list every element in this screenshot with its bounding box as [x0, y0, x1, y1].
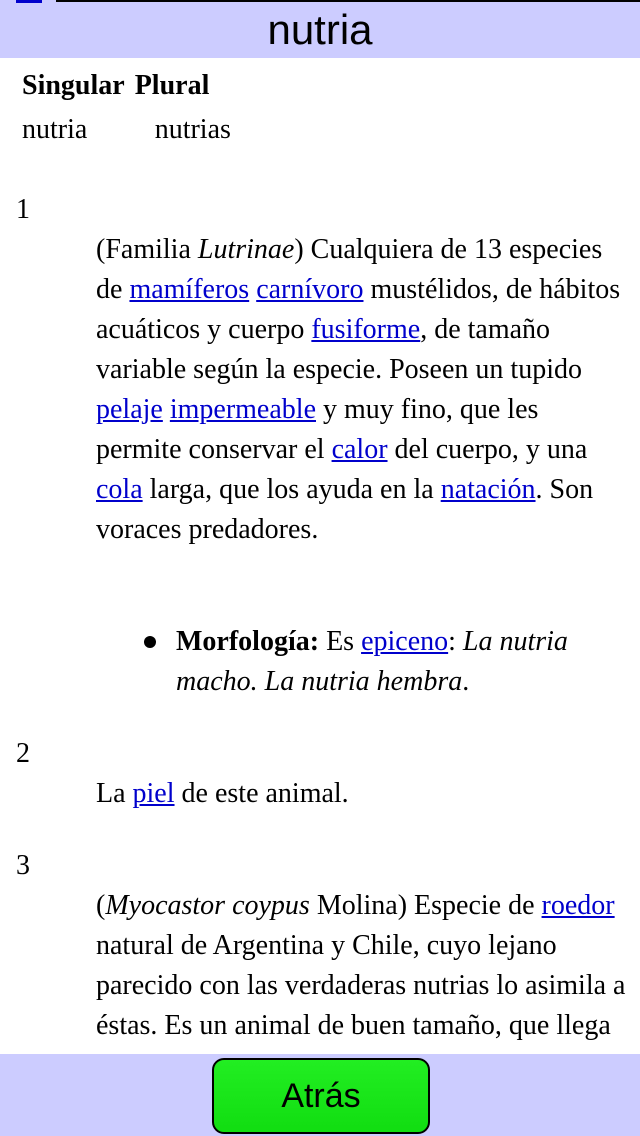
page-title: nutria: [267, 6, 373, 53]
link-carnivoro[interactable]: carnívoro: [256, 274, 364, 305]
link-pelaje[interactable]: pelaje: [96, 394, 163, 425]
note-text: .: [462, 666, 470, 697]
link-natacion[interactable]: natación: [440, 474, 536, 505]
def1-text: del cuerpo, y una: [387, 434, 588, 465]
link-roedor[interactable]: roedor: [541, 890, 615, 921]
def2-text: de este animal.: [174, 778, 349, 809]
bottom-bar: [0, 1054, 640, 1136]
link-fusiforme[interactable]: fusiforme: [311, 314, 421, 345]
definition-1: [96, 230, 626, 550]
definition-number-2: 2: [16, 738, 30, 769]
link-epiceno[interactable]: epiceno: [361, 626, 449, 657]
link-impermeable[interactable]: impermeable: [169, 394, 316, 425]
singular-header: Singular: [22, 70, 125, 101]
def3-text: natural de Argentina y Chile, cuyo lejano parecido con las verdaderas nutrias lo asimila a éstas. Es un: [96, 930, 626, 1041]
singular-form: nutria: [22, 114, 88, 145]
top-bar: [0, 0, 640, 58]
note-text: :: [448, 626, 463, 657]
link-cola[interactable]: cola: [96, 474, 143, 505]
top-link-mark[interactable]: [16, 0, 42, 3]
bullet-icon: [144, 636, 156, 648]
def2-text: La: [96, 778, 133, 809]
back-button[interactable]: Atrás: [212, 1058, 430, 1134]
def1-text: larga, que los ayuda en la: [142, 474, 441, 505]
note-example: La nutria macho. La nutria hembra: [176, 626, 568, 697]
definition-number-3: 3: [16, 850, 30, 881]
def1-text: ) Cualquiera de 13 especies de: [96, 234, 603, 305]
def3-text: (: [96, 890, 106, 921]
note-text: Es: [319, 626, 362, 657]
definition-number-1: 1: [16, 194, 30, 225]
definition-content[interactable]: [0, 58, 640, 1054]
def3-text-cut: animal de buen tamaño, que llega: [234, 1010, 611, 1041]
def3-taxon: Myocastor coypus: [105, 890, 310, 921]
def1-text: , de tamaño variable según la especie. Poseen un tupido: [96, 314, 582, 385]
def1-taxon: Lutrinae: [197, 234, 295, 265]
link-calor[interactable]: calor: [331, 434, 388, 465]
def3-text: Molina) Especie de: [309, 890, 542, 921]
def1-text: y muy fino, que les permite conservar el: [96, 394, 539, 465]
usage-note-text: [176, 622, 636, 702]
top-divider: [56, 0, 640, 2]
def1-text: . Son voraces predadores.: [96, 474, 594, 545]
def1-text: mustélidos, de hábitos acuáticos y cuerpo: [96, 274, 621, 345]
link-piel[interactable]: piel: [132, 778, 175, 809]
plural-form: nutrias: [154, 114, 231, 145]
note-label: Morfología:: [176, 626, 320, 657]
def1-text: (Familia: [96, 234, 198, 265]
inflection-table: [18, 62, 235, 150]
plural-header: Plural: [134, 70, 210, 101]
link-mamiferos[interactable]: mamíferos: [129, 274, 250, 305]
definition-2: [96, 774, 626, 814]
